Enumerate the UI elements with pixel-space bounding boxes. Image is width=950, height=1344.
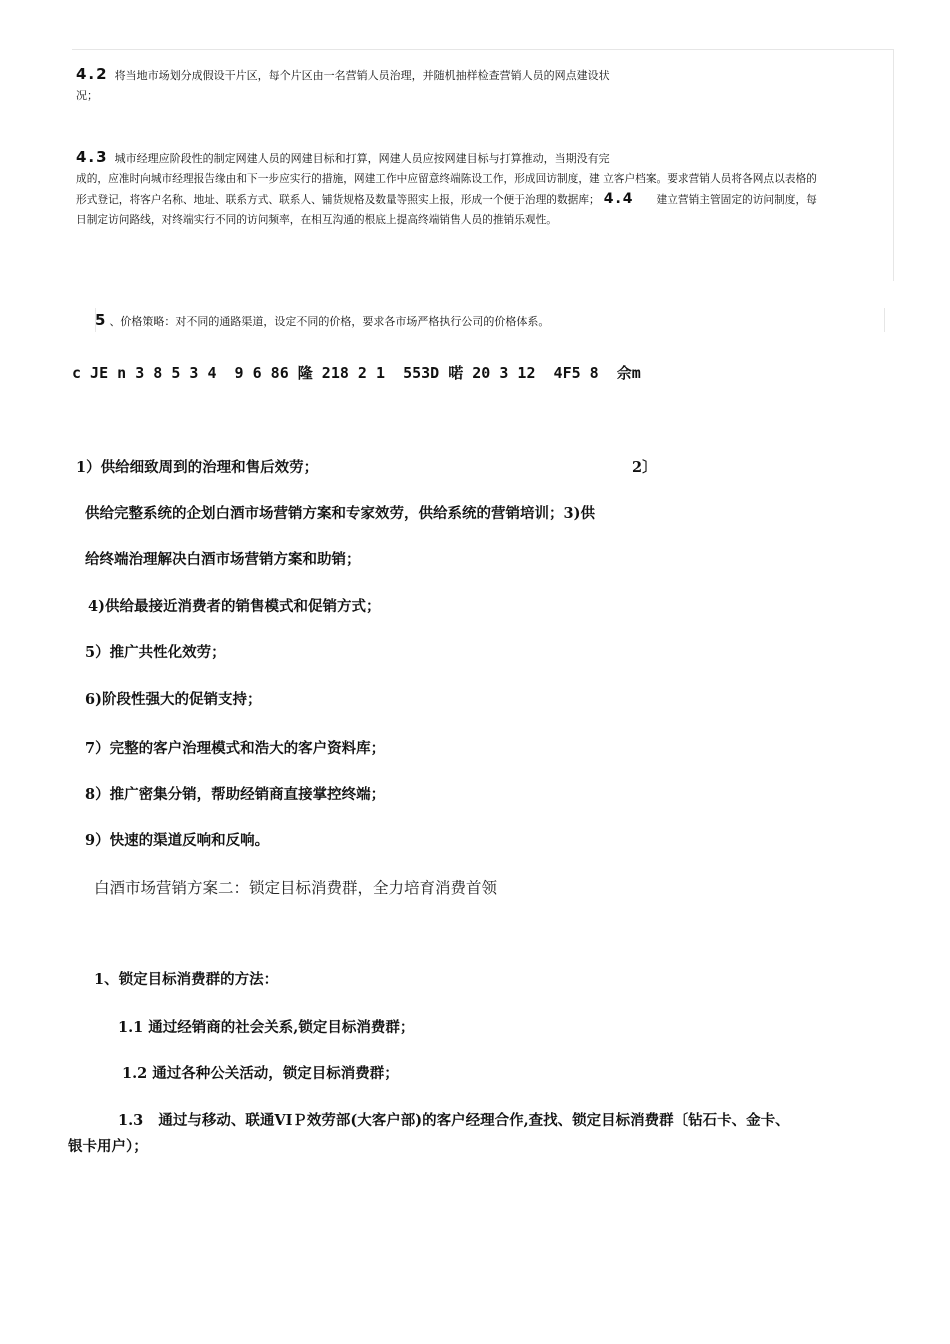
paragraph-text: 日制定访问路线，对终端实行不同的访问频率，在相互沟通的根底上提高终端销售人员的推销乐观性。	[76, 213, 557, 226]
paragraph-text: 建立营销主管固定的访问制度，每	[656, 193, 817, 206]
service-item-3: 给终端治理解决白酒市场营销方案和助销；	[85, 551, 361, 568]
method-1-3-line2: 银卡用户）；	[68, 1138, 148, 1155]
methods-heading: 1、锁定目标消费群的方法：	[94, 971, 279, 988]
method-1-2: 1.2 通过各种公关活动，锁定目标消费群；	[122, 1065, 399, 1082]
paragraph-text: 、价格策略：对不同的通路渠道，设定不同的价格，要求各市场严格执行公司的价格体系。	[109, 315, 550, 328]
service-item-1: 1）供给细致周到的治理和售后效劳；	[76, 459, 319, 476]
service-item-9: 9）快速的渠道反响和反响。	[85, 832, 270, 849]
paragraph-text: 成的，应准时向城市经理报告缘由和下一步应实行的措施，网建工作中应留意终端陈设工作，形成回访制度，建 立客户档案。要求营销人员将各网点以表格的	[76, 172, 817, 185]
service-item-2: 供给完整系统的企划白酒市场营销方案和专家效劳，供给系统的营销培训；3)供	[85, 505, 595, 522]
paragraph-text: 将当地市场划分成假设干片区，每个片区由一名营销人员治理，并随机抽样检查营销人员的网点建设状	[114, 69, 610, 82]
section-title: 白酒市场营销方案二：锁定目标消费群，全力培育消费首领	[94, 879, 498, 897]
paragraph-4-3	[76, 147, 906, 230]
service-item-4: 4)供给最接近消费者的销售模式和促销方式；	[88, 598, 381, 615]
service-item-6: 6)阶段性强大的促销支持；	[85, 691, 262, 708]
service-item-2-marker: 2〕	[632, 459, 657, 476]
paragraph-number: 4.2	[76, 65, 109, 83]
method-1-3-line1: 1.3 通过与移动、联通VIＰ效劳部(大客户部)的客户经理合作,查找、锁定目标消费群〔钻石卡、金卡、	[118, 1112, 790, 1129]
paragraph-number: 4.4	[603, 191, 635, 207]
service-item-8: 8）推广密集分销，帮助经销商直接掌控终端；	[85, 786, 386, 803]
service-item-7: 7）完整的客户治理模式和浩大的客户资料库；	[85, 740, 386, 757]
paragraph-4-2	[76, 64, 896, 106]
service-item-5: 5）推广共性化效劳；	[85, 644, 226, 661]
paragraph-text: 形式登记，将客户名称、地址、联系方式、联系人、铺货规格及数量等照实上报，形成一个便于治理的数据库；	[76, 193, 600, 206]
paragraph-text: 城市经理应阶段性的制定网建人员的网建目标和打算，网建人员应按网建目标与打算推动，当期没有完	[114, 152, 610, 165]
paragraph-number: 4.3	[76, 148, 109, 166]
top-border-line	[72, 49, 894, 50]
paragraph-number: 5	[95, 311, 108, 329]
method-1-1: 1.1 通过经销商的社会关系,锁定目标消费群；	[118, 1019, 415, 1036]
paragraph-text: 况；	[76, 89, 98, 102]
paragraph-5	[95, 310, 885, 332]
garbled-text-line: c JE n 3 8 5 3 4 9 6 86 隆 218 2 1 553D 喏 20 3 12 4F5 8 佘m	[72, 364, 641, 382]
